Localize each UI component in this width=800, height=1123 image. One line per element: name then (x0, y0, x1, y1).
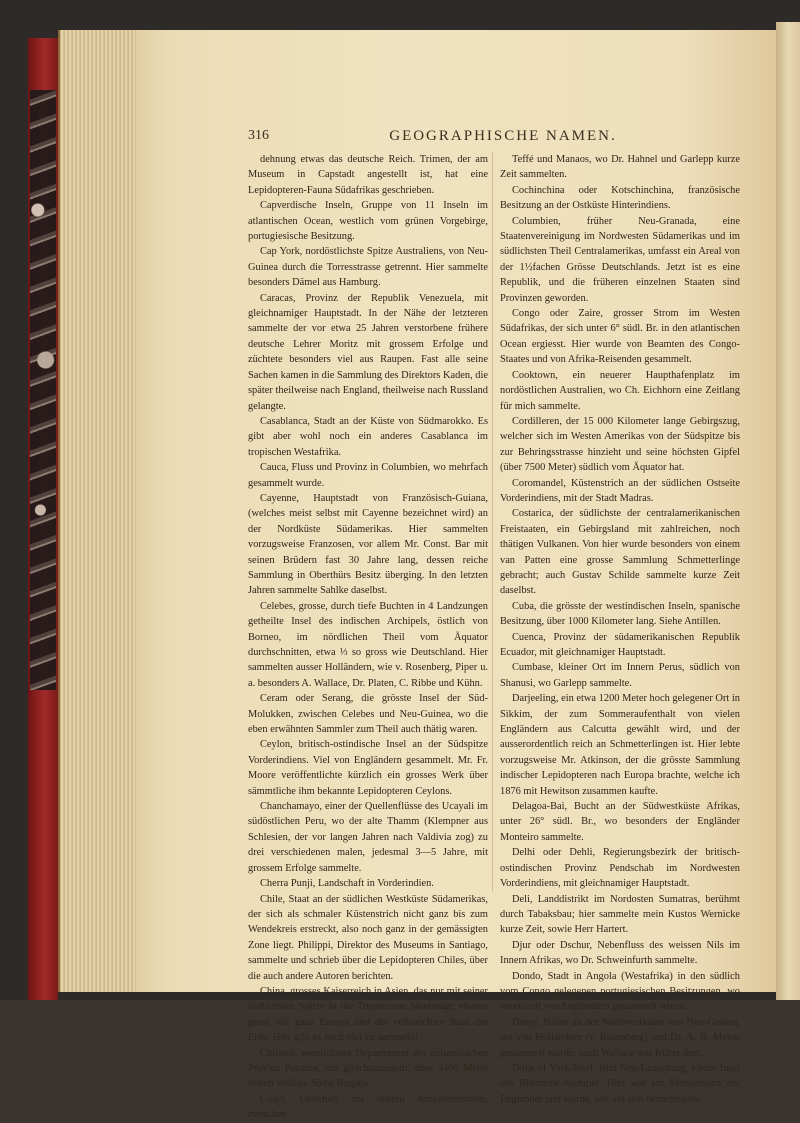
entry: Delagoa-Bai, Bucht an der Südwestküste Afrikas, unter 26° südl. Br., wo besonders der Engländer Monteiro sammelte. (500, 801, 740, 843)
entry: Cumbase, kleiner Ort im Innern Perus, südlich von Shanusi, wo Garlepp sammelte. (500, 662, 740, 689)
entry: Duke of York-Insel, jetzt Neu-Lauenburg, kleine Insel des Bismarck-Archipel. Hier war ein Missionssitz der Engländer und wurde, wie auf den benachbarten (500, 1062, 740, 1105)
entry: Columbien, früher Neu-Granada, eine Staatenvereinigung im Nordwesten Südamerikas und im südlichsten Theil Centralamerikas, umfasst ein Areal von der 1½fachen Grösse Deutschlands. Jetzt ist es eine Republik, und die früheren einzelnen Staaten sind Provinzen geworden. (500, 215, 740, 304)
entry: Teffé und Manaos, wo Dr. Hahnel und Garlepp kurze Zeit sammelten. (500, 154, 740, 181)
column-divider (492, 152, 493, 892)
entry: Ceylon, britisch-ostindische Insel an der Südspitze Vorderindiens. Viel von Engländern gesammelt. Mr. Fr. Moore veröffentlichte kürzlich ein grosses Werk über sämmtliche ihm bekannte Lepidopteren Ceylons. (248, 739, 488, 797)
facing-page-fragment (776, 22, 800, 1000)
entry: Cayenne, Hauptstadt von Französisch-Guiana, (welches meist selbst mit Cayenne bezeichnet wird) an der Nordküste Südamerikas. Hier sammelten vorzugsweise Franzosen, vor allem Mr. Const. Bar mit seinen Brüdern fast 30 Jahre lang, dessen reiche Sammlung in Oberthürs Besitz überging. In den letzten Jahren sammelte Sahlke daselbst. (248, 492, 488, 597)
entry: Cordilleren, der 15 000 Kilometer lange Gebirgszug, welcher sich im Westen Amerikas von der Südspitze bis zur Behringsstrasse hinzieht und seine höchsten Gipfel (über 7500 Meter) südlich vom Äquator hat. (500, 415, 740, 474)
entry: Capverdische Inseln, Gruppe von 11 Inseln im atlantischen Ocean, westlich vom grünen Vorgebirge, portugiesische Besitzung. (248, 200, 488, 243)
entry: Djur oder Dschur, Nebenfluss des weissen Nils im Innern Afrikas, wo Dr. Schweinfurth sammelte. (500, 939, 740, 967)
entry: Casablanca, Stadt an der Küste von Südmarokko. Es gibt aber wohl noch ein anderes Casablanca im tropischen Westafrika. (248, 415, 488, 458)
entry: Costarica, der südlichste der centralamerikanischen Freistaaten, ein Gebirgsland mit zahlreichen, noch thätigen Vulkanen. Von hier wurde besonders von einem van Patten eine grosse Sammlung Schmetterlinge gebracht; auch Gustav Schilde sammelte kurze Zeit daselbst. (500, 508, 740, 597)
entry: Congo oder Zaire, grosser Strom im Westen Südafrikas, der sich unter 6° südl. Br. in den atlantischen Ocean ergiesst. Hier wurde von Beamten des Congo-Staates und von Afrika-Reisenden gesammelt. (500, 308, 740, 366)
text-column-right (500, 152, 740, 1107)
entry: Dondo, Stadt in Angola (Westafrika) in den südlich vom Congo gelegenen portugiesischen Besitzungen, wo vereinzelt von Engländern gesammelt wurde. (500, 970, 740, 1013)
entry: Chiriqui, westlichstes Departement der columbischen Provinz Panama, mit gleichnamigem, über 3400 Meter hohen Vulkan. Siehe Bugaba. (248, 1047, 488, 1090)
running-title: GEOGRAPHISCHE NAMEN. (389, 128, 617, 144)
entry: Dorey, Hafen an der Nordwestküste von Neu-Guinea, wo von Holländern (v. Rosenberg) und Dr. A. B. Meyer gesammelt wurde; auch Wallace war früher dort. (500, 1016, 740, 1059)
entry: Chanchamayo, einer der Quellenflüsse des Ucayali im südöstlichen Peru, wo der alte Thamm (Klempner aus Schlesien, der vor langen Jahren nach Valdivia zog) zu drei verschiedenen malen, jedesmal 3—5 Jahre, mit grossem Erfolge sammelte. (248, 801, 488, 874)
entry: Coary, Ortschaft am oberen Amazonenstrom, zwischen (248, 1093, 488, 1121)
entry: Deli, Landdistrikt im Nordosten Sumatras, berühmt durch Tabaksbau; hier sammelte mein Kustos Wernicke kurze Zeit, sowie Herr Hartert. (500, 893, 740, 936)
entry: Darjeeling, ein etwa 1200 Meter hoch gelegener Ort in Sikkim, der zum Sommeraufenthalt von vielen Engländern aus Calcutta gewählt wird, und der ausserordentlich reich an Schmetterlingen ist. Hier lebte vorzugsweise Mr. Atkinson, der die grösste Sammlung indischer Lepidopteren nach Europa brachte, welche ich 1876 mit Hewitson zusammen kaufte. (500, 693, 740, 797)
page-header (248, 128, 758, 148)
entry: Cuba, die grösste der westindischen Inseln, spanische Besitzung, über 1000 Kilometer lang. Siehe Antillen. (500, 600, 740, 628)
entry: Coromandel, Küstenstrich an der südlichen Ostseite Vorderindiens, mit der Stadt Madras. (500, 477, 740, 504)
entry: Cauca, Fluss und Provinz in Columbien, wo mehrfach gesammelt wurde. (248, 462, 488, 489)
entry: Ceram oder Serang, die grösste Insel der Süd-Molukken, zwischen Celebes und Neu-Guinea, wo die eben erwähnten Sammler zum Theil auch thätig waren. (248, 693, 488, 736)
entry: Cooktown, ein neuerer Haupthafenplatz im nordöstlichen Australien, wo Ch. Eichhorn eine Zeitlang für mich sammelte. (500, 369, 740, 412)
entry: Delhi oder Dehli, Regierungsbezirk der britisch-ostindischen Provinz Pendschab im Nordwesten Vorderindiens, mit gleichnamiger Hauptstadt. (500, 847, 740, 890)
entry: Cap York, nordöstlichste Spitze Australiens, von Neu-Guinea durch die Torresstrasse getrennt. Hier sammelte besonders Dämel aus Hamburg. (248, 246, 488, 289)
entry: Cherra Punji, Landschaft in Vorderindien. (260, 878, 434, 890)
entry: Cuenca, Provinz der südamerikanischen Republik Ecuador, mit gleichnamiger Hauptstadt. (500, 631, 740, 658)
entry: Celebes, grosse, durch tiefe Buchten in 4 Landzungen getheilte Insel des indischen Archipels, östlich von Borneo, im nördlichen Theil vom Äquator durchschnitten, etwa ⅓ so gross wie Deutschland. Hier sammelten ausser Holländern, wie v. Rosenberg, Piper u. a. besonders A. Wallace, Dr. Platen, C. Ribbe und Kühn. (248, 600, 488, 689)
entry: Caracas, Provinz der Republik Venezuela, mit gleichnamiger Hauptstadt. In der Nähe der letzteren sammelte der vor etwa 25 Jahren verstorbene frühere deutsche Lehrer Moritz mit grossem Erfolge und züchtete besonders viel aus Raupen. Fast alle seine Sachen kamen in die Sammlung des Direktors Kaden, die später theilweise nach England, theilweise nach Russland gelangte. (248, 292, 488, 412)
entry: dehnung etwas das deutsche Reich. Trimen, der am Museum in Capstadt angestellt ist, hat eine Lepidopteren-Fauna Südafrikas geschrieben. (248, 154, 488, 196)
page-block-edges (58, 30, 138, 992)
text-column-left (248, 152, 488, 1123)
entry: Chile, Staat an der südlichen Westküste Südamerikas, der sich als schmaler Küstenstrich nicht ganz bis zum Wendekreis erstreckt, also noch ganz in der gemässigten Zone liegt. Philippi, Direktor des Museums in Santiago, sammelte und schrieb über die Lepidopteren Chiles, über die auch andere Autoren berichten. (248, 893, 488, 982)
facing-page-text-fragment (776, 22, 800, 182)
page-number: 316 (248, 128, 269, 143)
entry: China, grosses Kaiserreich in Asien, das nur mit seiner südlichsten Spitze in die Tropenzone hineinragt; ebenso gross wie ganz Europa und der volkreichste Staat der Erde. Hier gibt es noch viel zu sammeln! (248, 985, 488, 1044)
marbled-endpaper (30, 90, 56, 690)
entry: Cochinchina oder Kotschinchina, französische Besitzung an der Ostküste Hinterindiens. (500, 184, 740, 212)
